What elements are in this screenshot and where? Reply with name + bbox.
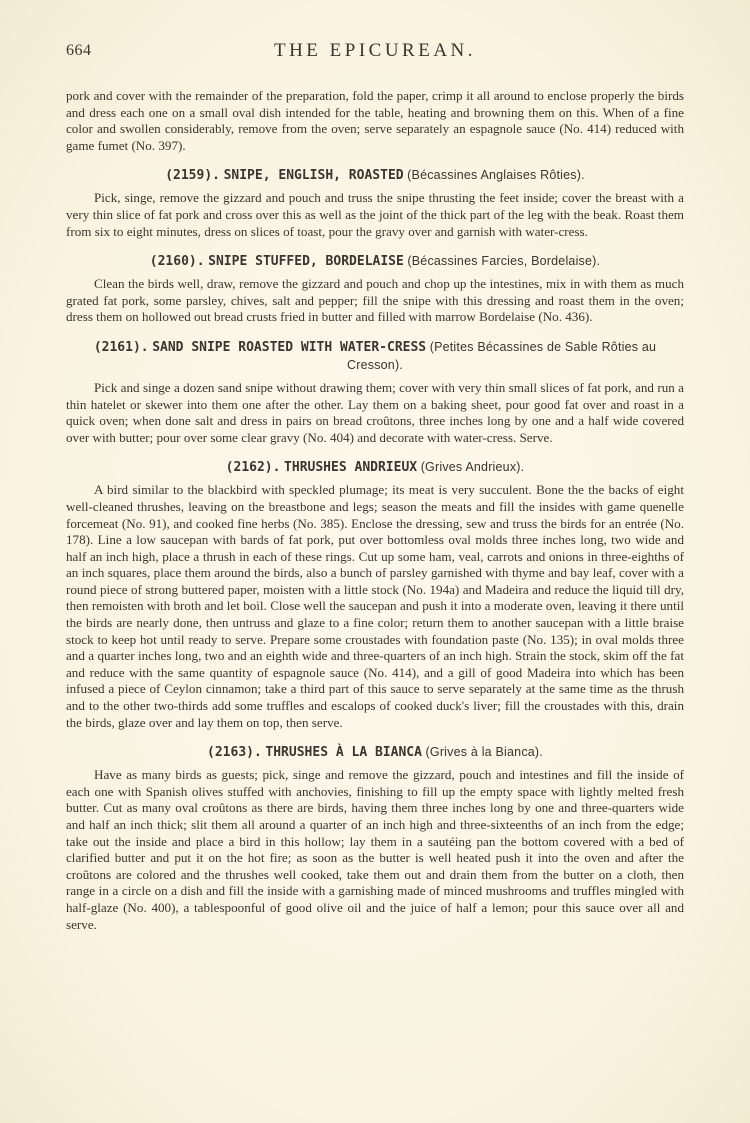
recipe-french-title: (Grives à la Bianca). [425, 745, 543, 760]
recipe-title: SNIPE STUFFED, BORDELAISE [208, 254, 404, 270]
recipe-title: THRUSHES À LA BIANCA [265, 745, 422, 761]
recipe-heading [66, 458, 684, 476]
recipe-number: (2161). [93, 339, 149, 355]
running-title: THE EPICUREAN. [273, 40, 477, 61]
recipe-number: (2160). [149, 254, 205, 270]
recipe-text: Pick, singe, remove the gizzard and pouch and truss the snipe thrusting the feet inside; cover the breast with a very thin slice of fat pork and cross over this as well as the joint of the thick part of the leg with the beak. Roast them from six to eight minutes, dress on slices of toast, pour the gravy over and garnish with water-cress. [66, 190, 684, 239]
recipe-text: Have as many birds as guests; pick, singe and remove the gizzard, pouch and intestines and fill the inside of each one with Spanish olives stuffed with anchovies, finishing to fill up the empty space with lightly melted fresh butter. Cut as many oval croûtons as there are birds, having them three inches long by one and three-quarters wide and half an inch thick; slit them all around a quarter of an inch high and three-sixteenths of an inch from the edge; take out the inside and place a bird in this hollow; lay them in a sautéing pan the bottom covered with a bed of clarified butter and put it on the hot fire; as soon as the butter is well heated push it into the oven and after the croûtons are colored and the thrushes well cooked, take them out and drain them from the butter on a cloth, then range in a circle on a dish and fill the inside with a garnishing made of minced mushrooms and truffles mingled with half-glaze (No. 400), a tablespoonful of good olive oil and the juice of half a lemon; pour this sauce over all and serve. [66, 767, 684, 932]
page-content [66, 88, 684, 933]
recipe-french-title: (Grives Andrieux). [420, 460, 525, 475]
recipe-number: (2159). [165, 168, 220, 184]
recipe-number: (2163). [207, 745, 262, 761]
recipe-number: (2162). [225, 460, 281, 476]
recipe-title: THRUSHES ANDRIEUX [284, 460, 418, 476]
recipe-heading [66, 166, 684, 184]
page-header [66, 42, 684, 72]
page-number: 664 [66, 42, 92, 59]
recipe-heading [66, 743, 684, 761]
recipe-french-title: (Petites Bécassines de Sable Rôties au Cresson). [347, 339, 657, 372]
recipe-french-title: (Bécassines Anglaises Rôties). [407, 168, 585, 183]
recipe-text: A bird similar to the blackbird with speckled plumage; its meat is very succulent. Bone the the backs of eight well-cleaned thrushes, leaving on the breastbone and legs; season the meats and fill the insides with game quenelle forcemeat (No. 91), and cooked fine herbs (No. 385). Enclose the dressing, sew and truss the birds for an entrée (No. 178). Line a low saucepan with bards of fat pork, put over bottomless oval molds three inches long, two wide and half an inch high, place a thrush in each of these rings. Cut up some ham, veal, carrots and onions in three-eighths of an inch squares, place them around the birds, also a bunch of parsley garnished with thyme and bay leaf, cover with a round piece of strong buttered paper, moisten with a little stock (No. 194a) and Madeira and reduce the liquid till dry, then remoisten with broth and let boil. Close well the saucepan and push it into a moderate oven, leaving it there until the birds are nearly done, then untruss and glaze to a fine color; return them to another saucepan with a little braise stock to keep hot until ready to serve. Prepare some croustades with foundation paste (No. 135); in oval molds three and a quarter inches long, two and an eighth wide and three-quarters of an inch high. Strain the stock, skim off the fat and reduce with the same quantity of espagnole sauce (No. 414), and a gill of good Madeira into which has been infused a piece of Ceylon cinnamon; take a third part of this sauce to serve separately at the same time as the thrush and to the other two-thirds add some truffles and escalops of cooked duck's liver; fill the croustades with this, drain the birds, glaze over and lay them on top, then serve. [66, 482, 684, 730]
recipe-french-title: (Bécassines Farcies, Bordelaise). [407, 254, 601, 269]
recipe-heading [66, 252, 684, 270]
recipe-text: Pick and singe a dozen sand snipe without drawing them; cover with very thin small slices of fat pork, and run a thin hatelet or skewer into them one after the other. Lay them on a baking sheet, pour good fat over and roast in a quick oven; when done salt and dress in pairs on bread croûtons, three inches long by one and a half wide covered over with butter; pour over some clear gravy (No. 404) and decorate with water-cress. Serve. [66, 379, 684, 445]
recipe-text: Clean the birds well, draw, remove the gizzard and pouch and chop up the intestines, mix in with them as much grated fat pork, some parsley, chives, salt and pepper; fill the snipe with this dressing and roast them in the oven; dress them on hollowed out bread crusts fried in butter and filled with marrow Bordelaise (No. 436). [66, 276, 684, 325]
recipe-title: SNIPE, ENGLISH, ROASTED [223, 168, 404, 184]
recipe-title: SAND SNIPE ROASTED WITH WATER-CRESS [152, 339, 427, 355]
recipe-heading [66, 338, 684, 374]
continuation-paragraph: pork and cover with the remainder of the preparation, fold the paper, crimp it all around to enclose properly the birds and dress each one on a small oval dish intended for the table, heating and browning them on this. When of a fine color and swollen considerably, remove from the oven; serve separately an espagnole sauce (No. 414) reduced with game fumet (No. 397). [66, 88, 684, 153]
